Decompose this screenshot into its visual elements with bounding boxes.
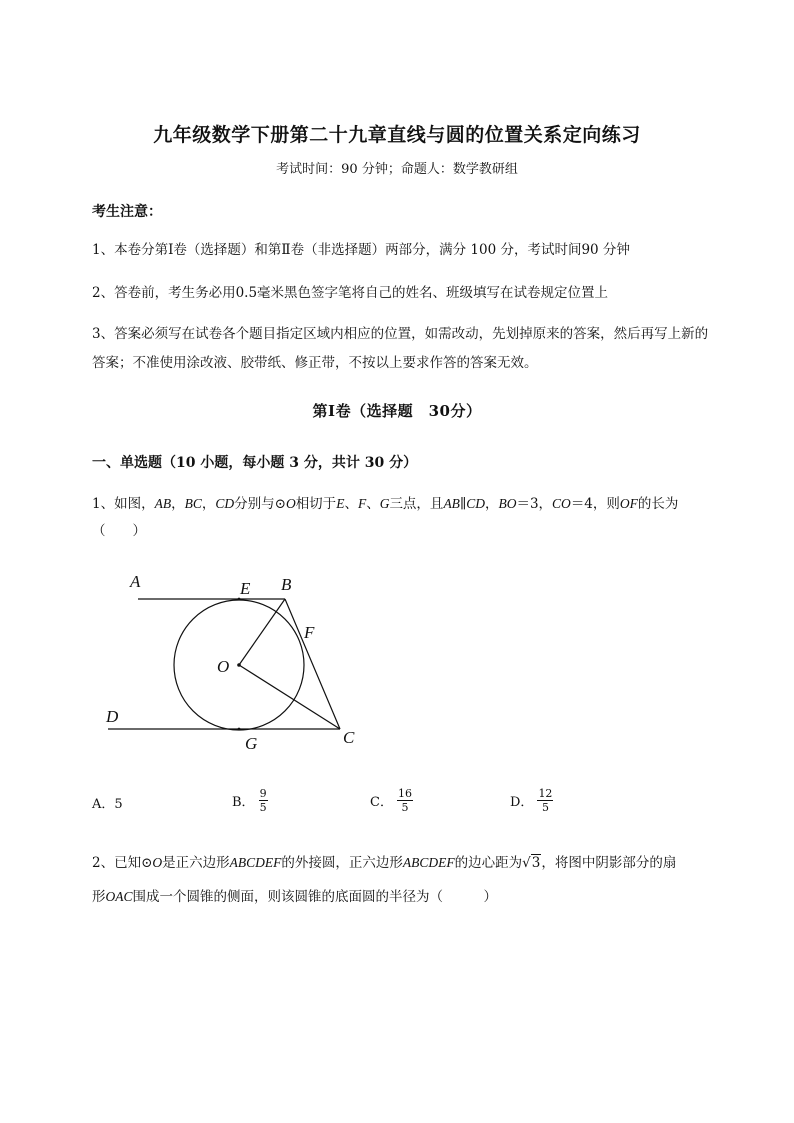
tangent-point-e	[238, 598, 241, 601]
section-title: 第Ⅰ卷（选择题 30分）	[312, 402, 482, 420]
notice-item: 1、本卷分第Ⅰ卷（选择题）和第Ⅱ卷（非选择题）两部分，满分 100 分，考试时间90 分钟	[92, 242, 630, 258]
label-e: E	[240, 579, 251, 598]
label-o: O	[217, 657, 230, 676]
tangent-circle-figure	[90, 560, 380, 760]
line-oc	[239, 665, 340, 729]
tangent-point-g	[238, 728, 241, 731]
question-2-text: 2、已知⊙O是正六边形ABCDEF的外接圆，正六边形ABCDEF的边心距为√3，将图中阴影部分的扇 形OAC围成一个圆锥的侧面，则该圆锥的底面圆的半径为（ ）	[92, 846, 732, 914]
fraction: $\frac{12}{5}$	[538, 787, 553, 814]
fraction: $\frac{9}{5}$	[259, 787, 267, 814]
choice-c[interactable]: C． $\frac{16}{5}$	[370, 787, 412, 814]
label-g: G	[245, 734, 258, 753]
center-point	[237, 663, 241, 667]
choice-b[interactable]: B． $\frac{9}{5}$	[232, 787, 267, 814]
exam-info: 考试时间：90 分钟；命题人：数学教研组	[276, 162, 518, 177]
notice-heading: 考生注意：	[92, 204, 162, 220]
fraction: $\frac{16}{5}$	[397, 787, 412, 814]
label-d: D	[106, 707, 119, 726]
answer-blank: （ ）	[92, 523, 146, 539]
notice-item: 2、答卷前，考生务必用0.5毫米黑色签字笔将自己的姓名、班级填写在试卷规定位置上	[92, 285, 609, 301]
square-root: √3	[522, 855, 541, 871]
notice-item: 3、答案必须写在试卷各个题目指定区域内相应的位置，如需改动，先划掉原来的答案，然后再写上新的答案；不准使用涂改液、胶带纸、修正带，不按以上要求作答的答案无效。	[92, 326, 709, 371]
label-f: F	[304, 623, 315, 642]
label-c: C	[343, 728, 355, 747]
page-title: 九年级数学下册第二十九章直线与圆的位置关系定向练习	[153, 124, 641, 146]
line-bc	[285, 599, 340, 729]
choice-a[interactable]: A．5	[92, 797, 123, 812]
label-b: B	[281, 575, 292, 594]
line-ob	[239, 599, 285, 665]
question-1-text: 1、如图，AB，BC，CD分别与⊙O相切于E、F、G三点，且AB∥CD，BO＝3，CO＝4，则OF的长为 （ ）	[92, 496, 679, 539]
part-heading: 一、单选题（10 小题，每小题 3 分，共计 30 分）	[92, 455, 418, 471]
choice-d[interactable]: D． $\frac{12}{5}$	[510, 787, 553, 814]
label-a: A	[130, 572, 141, 591]
